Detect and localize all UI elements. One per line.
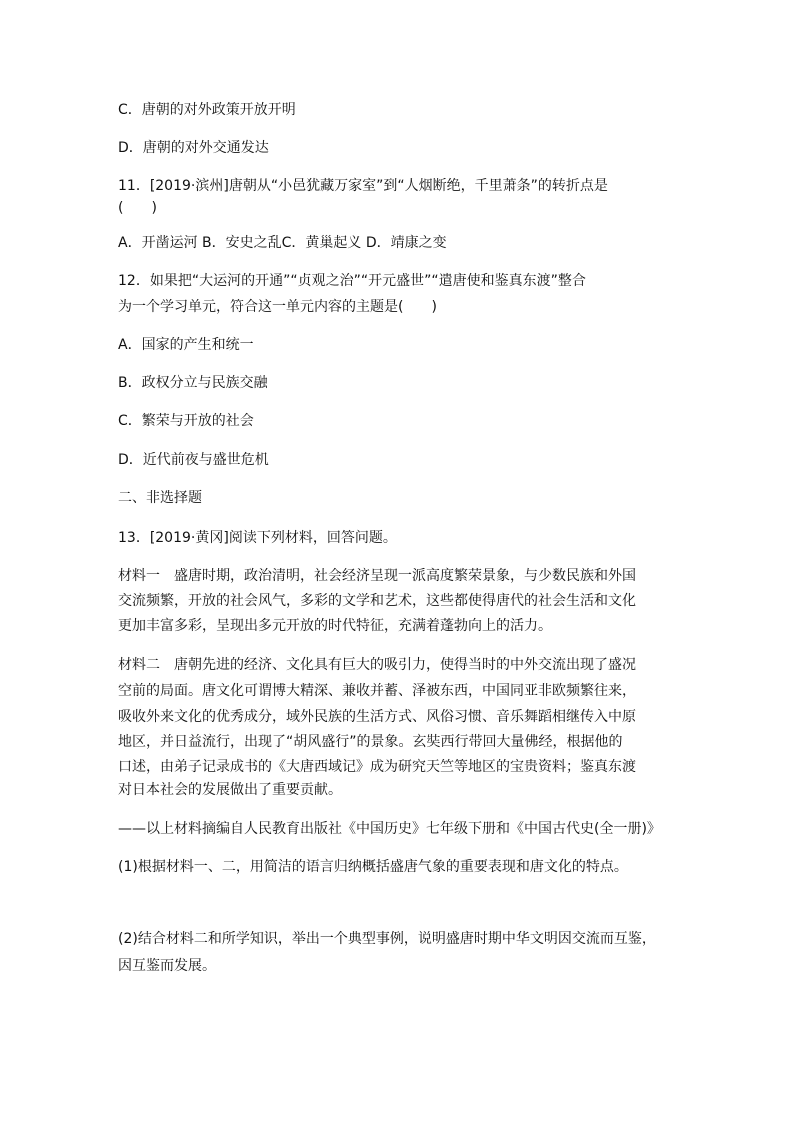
material-source: ——以上材料摘编自人民教育出版社《中国历史》七年级下册和《中国古代史(全一册)》 bbox=[118, 821, 661, 837]
q13-subquestion-1: (1)根据材料一、二，用简洁的语言归纳概括盛唐气象的重要表现和唐文化的特点。 bbox=[118, 859, 628, 875]
q13-stem: 13．[2019·黄冈]阅读下列材料，回答问题。 bbox=[118, 530, 397, 546]
q12-option-b: B．政权分立与民族交融 bbox=[118, 375, 268, 391]
q10-option-c: C．唐朝的对外政策开放开明 bbox=[118, 102, 296, 118]
material2-line: 对日本社会的发展做出了重要贡献。 bbox=[118, 782, 342, 798]
q11-stem-line2: ( ) bbox=[118, 200, 157, 216]
material1-line: 材料一 盛唐时期，政治清明，社会经济呈现一派高度繁荣景象，与少数民族和外国 bbox=[118, 568, 636, 584]
q12-stem-line1: 12．如果把“大运河的开通”“贞观之治”“开元盛世”“遣唐使和鉴真东渡”整合 bbox=[118, 273, 586, 289]
q12-option-d: D．近代前夜与盛世危机 bbox=[118, 452, 269, 468]
q10-option-d: D．唐朝的对外交通发达 bbox=[118, 140, 269, 156]
q13-subquestion-2-line2: 因互鉴而发展。 bbox=[118, 958, 216, 974]
material2-line: 地区，并日益流行，出现了“胡风盛行”的景象。玄奘西行带回大量佛经，根据他的 bbox=[118, 734, 623, 750]
material2-line: 材料二 唐朝先进的经济、文化具有巨大的吸引力，使得当时的中外交流出现了盛况 bbox=[118, 657, 636, 673]
material2-line: 吸收外来文化的优秀成分，域外民族的生活方式、风俗习惯、音乐舞蹈相继传入中原 bbox=[118, 709, 636, 725]
material2-line: 口述，由弟子记录成书的《大唐西域记》成为研究天竺等地区的宝贵资料；鉴真东渡 bbox=[118, 759, 636, 775]
q12-option-c: C．繁荣与开放的社会 bbox=[118, 413, 254, 429]
material1-line: 更加丰富多彩，呈现出多元开放的时代特征，充满着蓬勃向上的活力。 bbox=[118, 618, 552, 634]
q12-option-a: A．国家的产生和统一 bbox=[118, 337, 254, 353]
q12-stem-line2: 为一个学习单元，符合这一单元内容的主题是( ) bbox=[118, 299, 437, 315]
material2-line: 空前的局面。唐文化可谓博大精深、兼收并蓄、泽被东西，中国同亚非欧频繁往来， bbox=[118, 683, 636, 699]
material1-line: 交流频繁，开放的社会风气，多彩的文学和艺术，这些都使得唐代的社会生活和文化 bbox=[118, 593, 636, 609]
q13-subquestion-2-line1: (2)结合材料二和所学知识，举出一个典型事例，说明盛唐时期中华文明因交流而互鉴， bbox=[118, 931, 656, 947]
q11-stem-line1: 11．[2019·滨州]唐朝从“小邑犹藏万家室”到“人烟断绝，千里萧条”的转折点是 bbox=[118, 178, 608, 194]
q11-options: A．开凿运河 B．安史之乱C．黄巢起义 D．靖康之变 bbox=[118, 235, 447, 251]
section-heading: 二、非选择题 bbox=[118, 490, 202, 506]
